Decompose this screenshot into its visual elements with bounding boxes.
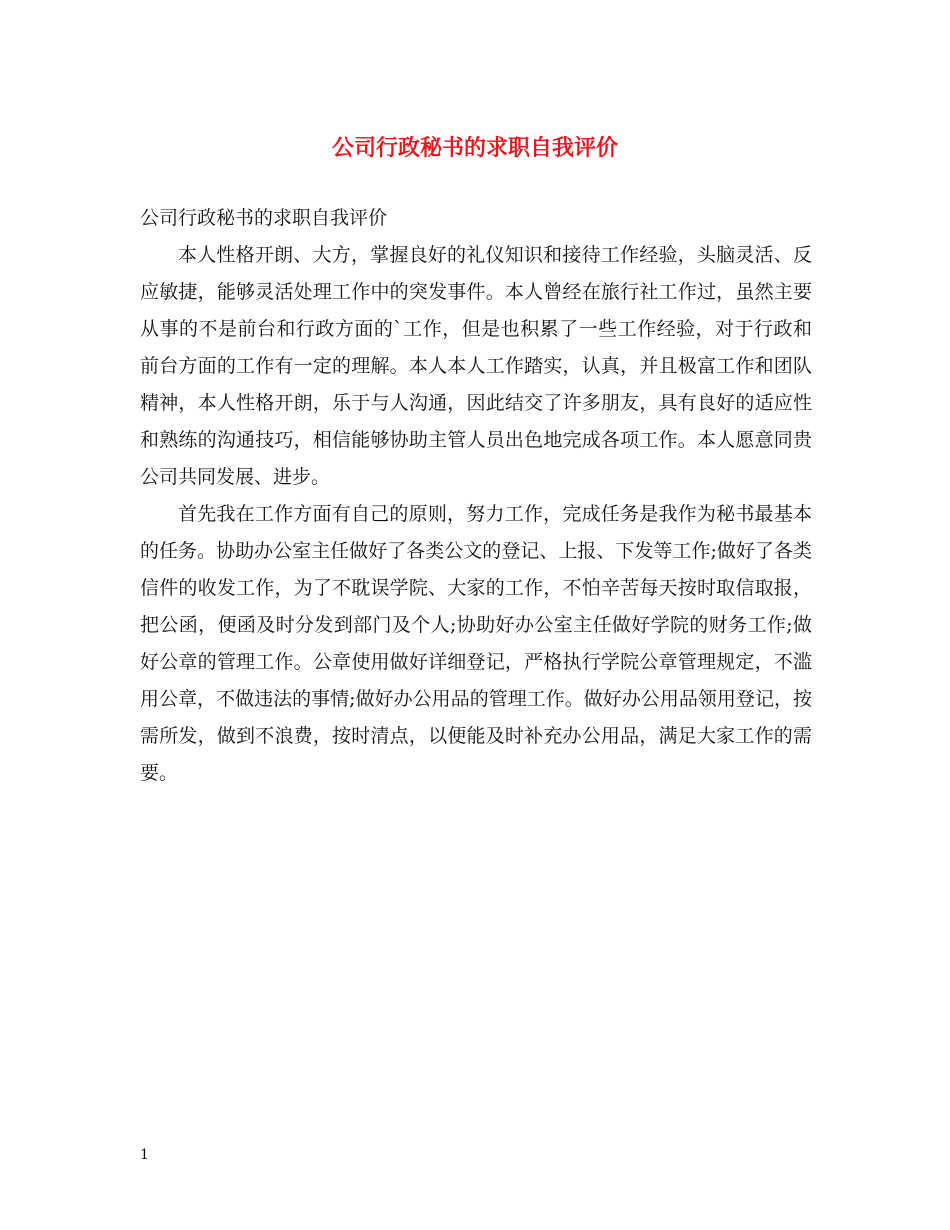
document-title: 公司行政秘书的求职自我评价 (331, 135, 618, 161)
page-number: 1 (140, 1147, 149, 1163)
body-paragraph-2: 首先我在工作方面有自己的原则，努力工作，完成任务是我作为秘书最基本的任务。协助办公室主任做好了各类公文的登记、上报、下发等工作;做好了各类信件的收发工作，为了不耽误学院、大家的工作，不怕辛苦每天按时取信取报，把公函，便函及时分发到部门及个人;协助好办公室主任做好学院的财务工作;做好公章的管理工作。公章使用做好详细登记，严格执行学院公章管理规定，不滥用公章，不做违法的事情;做好办公用品的管理工作。做好办公用品领用登记，按需所发，做到不浪费，按时清点，以便能及时补充办公用品，满足大家工作的需要。 (140, 503, 812, 784)
body-paragraph-1: 本人性格开朗、大方，掌握良好的礼仪知识和接待工作经验，头脑灵活、反应敏捷，能够灵活处理工作中的突发事件。本人曾经在旅行社工作过，虽然主要从事的不是前台和行政方面的`工作，但是也积累了一些工作经验，对于行政和前台方面的工作有一定的理解。本人本人工作踏实，认真，并且极富工作和团队精神，本人性格开朗，乐于与人沟通，因此结交了许多朋友，具有良好的适应性和熟练的沟通技巧，相信能够协助主管人员出色地完成各项工作。本人愿意同贵公司共同发展、进步。 (140, 244, 812, 488)
document-body (140, 200, 812, 792)
document-subtitle: 公司行政秘书的求职自我评价 (140, 207, 388, 229)
